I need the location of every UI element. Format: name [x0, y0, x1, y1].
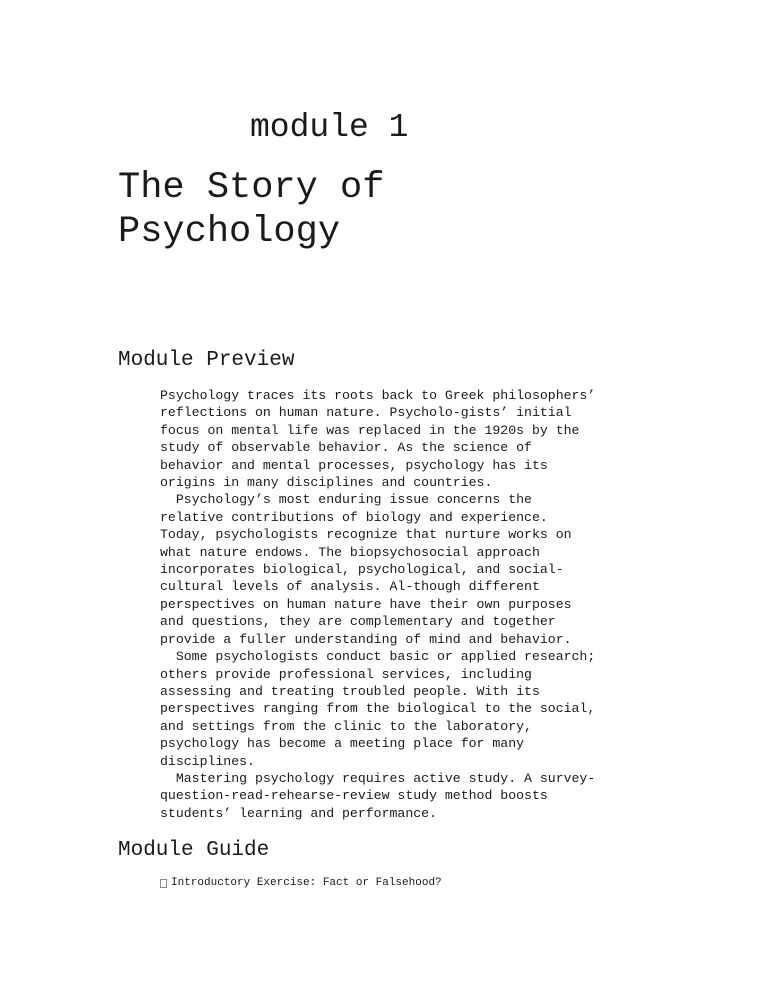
- preview-line: Today, psychologists recognize that nurture works on: [160, 527, 572, 543]
- preview-line: incorporates biological, psychological, and social-: [160, 562, 564, 578]
- preview-line: reflections on human nature. Psycholo-gists’ initial: [160, 405, 572, 421]
- chapter-title-line: Psychology: [118, 211, 341, 253]
- preview-line: and settings from the clinic to the laboratory,: [160, 718, 532, 734]
- preview-line: students’ learning and performance.: [160, 805, 437, 821]
- preview-line: perspectives on human nature have their own purposes: [160, 596, 572, 612]
- preview-line: origins in many disciplines and countries.: [160, 475, 493, 491]
- preview-line: others provide professional services, including: [160, 666, 532, 682]
- preview-line: and questions, they are complementary and together: [160, 614, 556, 630]
- preview-line: disciplines.: [160, 753, 255, 769]
- preview-line: what nature endows. The biopsychosocial approach: [160, 544, 540, 560]
- preview-line: Mastering psychology requires active study. A survey-: [160, 770, 596, 786]
- module-preview-heading: Module Preview: [118, 349, 295, 372]
- module-preview-body: [160, 387, 660, 822]
- preview-line: focus on mental life was replaced in the 1920s by the: [160, 422, 580, 438]
- preview-line: relative contributions of biology and experience.: [160, 509, 548, 525]
- preview-line: Some psychologists conduct basic or applied research;: [160, 649, 596, 665]
- module-guide-heading: Module Guide: [118, 839, 270, 862]
- guide-item: [160, 876, 442, 890]
- preview-line: provide a fuller understanding of mind and behavior.: [160, 631, 572, 647]
- preview-line: perspectives ranging from the biological to the social,: [160, 701, 596, 717]
- chapter-title: [118, 166, 518, 254]
- preview-line: Psychology traces its roots back to Greek philosophers’: [160, 388, 596, 403]
- guide-item-label: Introductory Exercise: Fact or Falsehood?: [171, 877, 442, 889]
- checkbox-icon: [160, 879, 167, 888]
- preview-line: behavior and mental processes, psychology has its: [160, 457, 548, 473]
- preview-line: assessing and treating troubled people. With its: [160, 683, 540, 699]
- module-number: module 1: [250, 109, 409, 146]
- module-guide-list: [160, 876, 442, 890]
- chapter-title-line: The Story of: [118, 167, 385, 209]
- preview-line: study of observable behavior. As the science of: [160, 440, 532, 456]
- preview-line: cultural levels of analysis. Al-though different: [160, 579, 540, 595]
- preview-line: psychology has become a meeting place for many: [160, 736, 525, 752]
- preview-line: question-read-rehearse-review study method boosts: [160, 788, 548, 804]
- preview-line: Psychology’s most enduring issue concerns the: [160, 492, 532, 508]
